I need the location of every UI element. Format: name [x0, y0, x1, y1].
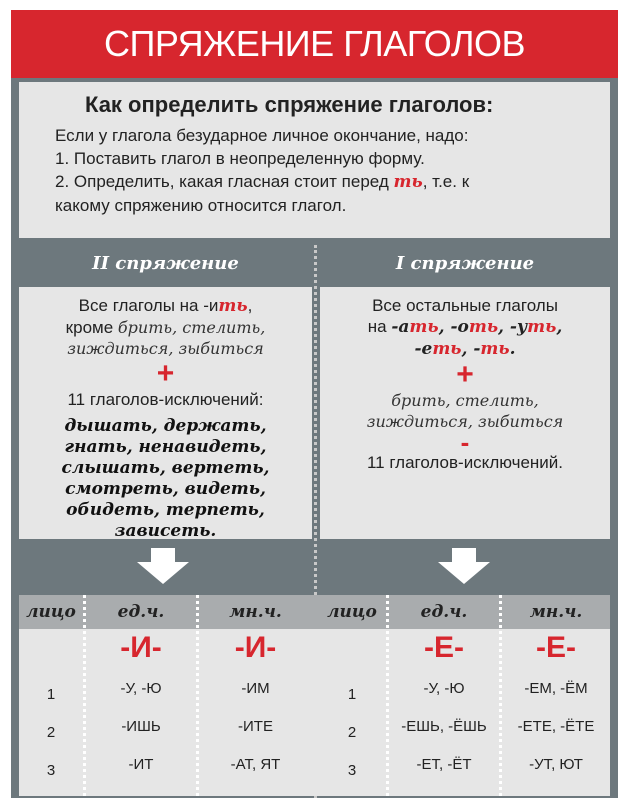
- text: , -: [461, 339, 481, 359]
- plus-sign: +: [156, 357, 175, 390]
- ending-cell: -У, -Ю: [423, 680, 465, 697]
- first-conjugation-panel: [320, 287, 610, 539]
- exception: гнать, ненавидеть,: [64, 437, 267, 457]
- highlight: ть: [527, 317, 557, 337]
- arrow-down-icon: [438, 548, 490, 584]
- rule-line: [19, 317, 312, 338]
- person-number: 2: [347, 724, 357, 741]
- ending-cell: -ИМ: [241, 680, 270, 697]
- intro-line: Если у глагола безударное личное окончание, надо:: [55, 126, 469, 145]
- plus-sign: +: [456, 358, 474, 391]
- column-header: мн.ч.: [229, 602, 282, 622]
- highlight: ть: [409, 317, 439, 337]
- text: .: [509, 339, 516, 359]
- exception: смотреть, видеть,: [65, 479, 266, 499]
- highlight: ть: [468, 317, 499, 337]
- vowel-marker: -Е-: [424, 631, 464, 664]
- exceptions-label: 11 глаголов-исключений.: [366, 453, 564, 472]
- highlight: ть: [432, 339, 462, 359]
- text: , -у: [498, 317, 528, 337]
- person-number: 2: [46, 724, 56, 741]
- text: ,: [556, 317, 563, 337]
- text: какому спряжению относится глагол.: [55, 196, 347, 215]
- intro-panel: [19, 82, 610, 238]
- ending-cell: -ИШЬ: [121, 718, 161, 735]
- column-header: лицо: [327, 602, 377, 622]
- poster-title: СПРЯЖЕНИЕ ГЛАГОЛОВ: [11, 10, 618, 78]
- section-header-second: II спряжение: [92, 253, 239, 274]
- ending-cell: -ИТЕ: [238, 718, 273, 735]
- rule-line: зиждиться, зыбиться: [366, 412, 564, 431]
- text: -а: [391, 317, 410, 337]
- exceptions-list: [19, 416, 312, 542]
- minus-sign: -: [460, 427, 470, 457]
- highlight: ть: [480, 339, 510, 359]
- rule-line: [320, 316, 610, 338]
- rule-line: Все остальные глаголы: [372, 296, 558, 315]
- highlight: ть: [393, 172, 423, 192]
- rule-line: зиждиться, зыбиться: [67, 339, 264, 358]
- column-header: мн.ч.: [529, 602, 583, 622]
- person-number: 1: [347, 686, 357, 703]
- section-header-first: I спряжение: [395, 253, 535, 274]
- person-number: 1: [46, 686, 56, 703]
- rule-line: [19, 295, 312, 317]
- exception: слышать, вертеть,: [61, 458, 270, 478]
- rule-line: брить, стелить,: [391, 391, 539, 410]
- column-header: ед.ч.: [420, 602, 468, 622]
- ending-cell: -ЕМ, -ЁМ: [524, 680, 588, 697]
- text: кроме: [65, 318, 118, 337]
- ending-cell: -УТ, ЮТ: [529, 756, 583, 773]
- highlight: ть: [218, 296, 248, 316]
- column-header: лицо: [26, 602, 76, 622]
- exception: дышать, держать,: [64, 416, 267, 436]
- intro-heading: Как определить спряжение глаголов:: [85, 92, 494, 117]
- exception: обидеть, терпеть,: [66, 500, 265, 520]
- ending-cell: -ЕШЬ, -ЁШЬ: [401, 718, 487, 735]
- arrow-down-icon: [137, 548, 189, 584]
- intro-step-2: [55, 170, 610, 217]
- second-conjugation-panel: [19, 287, 312, 539]
- ending-cell: -У, -Ю: [120, 680, 162, 697]
- rule-line: [320, 338, 610, 360]
- ending-cell: -ЕТЕ, -ЁТЕ: [517, 718, 595, 735]
- text: брить, стелить,: [117, 318, 266, 337]
- person-number: 3: [347, 762, 357, 779]
- vowel-marker: -Е-: [536, 631, 576, 664]
- intro-step-1: 1. Поставить глагол в неопределенную форму.: [55, 149, 425, 168]
- vowel-marker: -И-: [120, 631, 162, 664]
- ending-cell: -АТ, ЯТ: [230, 756, 281, 773]
- text: Все глаголы на -и: [78, 296, 219, 315]
- exceptions-label: 11 глаголов-исключений:: [67, 390, 264, 409]
- ending-cell: -ЕТ, -ЁТ: [416, 756, 472, 773]
- person-number: 3: [46, 762, 56, 779]
- text: 2. Определить, какая гласная стоит перед: [55, 172, 394, 191]
- text: ,: [247, 296, 253, 315]
- text: на: [367, 317, 392, 336]
- vowel-marker: -И-: [234, 631, 277, 664]
- text: , -о: [438, 317, 469, 337]
- exception: зависеть.: [114, 521, 217, 541]
- ending-cell: -ИТ: [128, 756, 154, 773]
- text: -е: [414, 339, 433, 359]
- text: , т.е. к: [422, 172, 470, 191]
- column-header: ед.ч.: [117, 602, 165, 622]
